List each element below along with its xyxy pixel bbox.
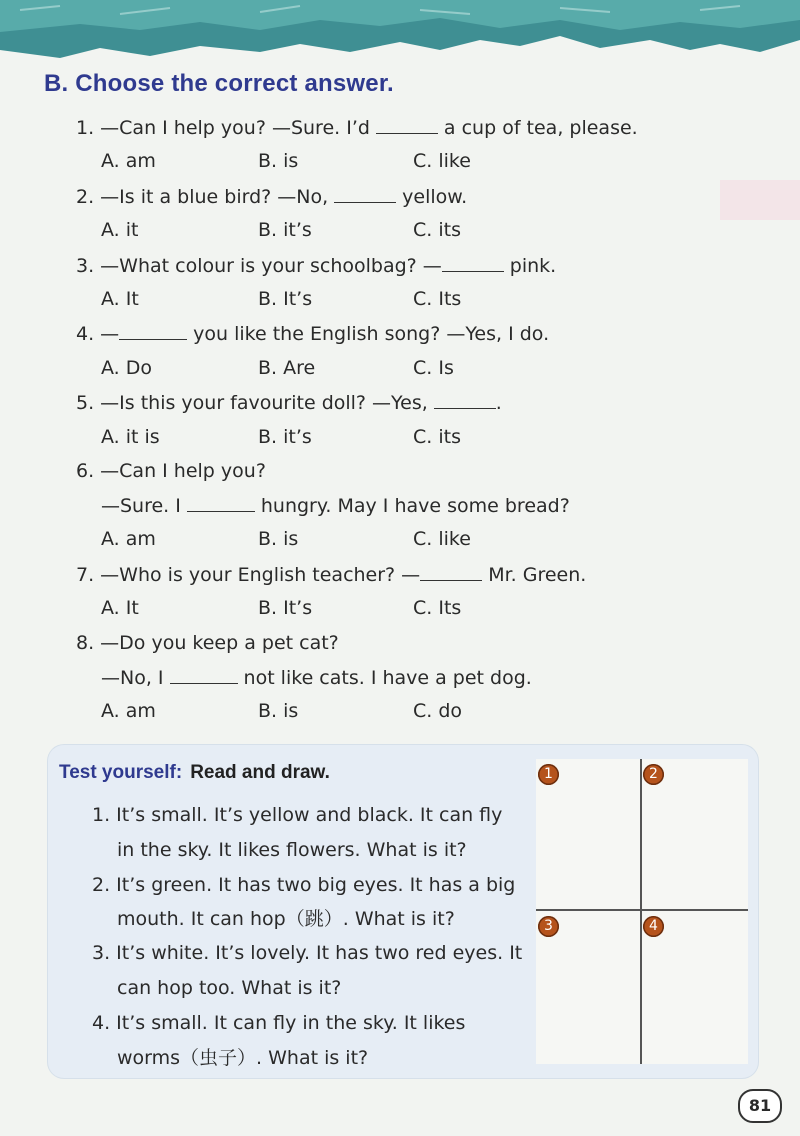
box-number-2: 2 <box>643 764 664 785</box>
answer-blank[interactable] <box>420 562 482 581</box>
question-text: pink. <box>509 255 557 277</box>
page-number: 81 <box>738 1089 782 1123</box>
question-2 <box>76 184 467 209</box>
option-b[interactable]: B. is <box>258 528 299 550</box>
test-item-4: 4. It’s small. It can fly in the sky. It likes <box>92 1012 466 1034</box>
test-item-3: 3. It’s white. It’s lovely. It has two red eyes. It <box>92 942 523 964</box>
option-c[interactable]: C. like <box>413 150 471 172</box>
answer-blank[interactable] <box>119 321 187 340</box>
answer-blank[interactable] <box>434 390 496 409</box>
question-text: 2. —Is it a blue bird? —No, <box>76 186 329 208</box>
option-a[interactable]: A. Do <box>101 357 152 379</box>
option-a[interactable]: A. am <box>101 528 156 550</box>
test-instruction: Read and draw. <box>190 762 330 783</box>
question-text: 4. — <box>76 323 120 345</box>
test-item-1-line-2: in the sky. It likes flowers. What is it? <box>117 839 467 861</box>
option-b[interactable]: B. it’s <box>258 426 312 448</box>
answer-blank[interactable] <box>376 115 438 134</box>
option-b[interactable]: B. It’s <box>258 288 313 310</box>
question-text: —Sure. I <box>101 495 181 517</box>
option-c[interactable]: C. do <box>413 700 463 722</box>
grid-divider-horizontal <box>536 909 748 911</box>
question-text: —No, I <box>101 667 164 689</box>
option-a[interactable]: A. am <box>101 700 156 722</box>
option-a[interactable]: A. It <box>101 597 139 619</box>
drawing-grid[interactable] <box>536 759 748 1064</box>
question-6-line-2 <box>101 493 570 518</box>
test-item-2-line-2: mouth. It can hop（跳）. What is it? <box>117 908 455 930</box>
question-text: 5. —Is this your favourite doll? —Yes, <box>76 392 428 414</box>
option-c[interactable]: C. Its <box>413 597 462 619</box>
question-4 <box>76 321 549 346</box>
answer-blank[interactable] <box>442 253 504 272</box>
test-item-4-line-2: worms（虫子）. What is it? <box>117 1047 369 1069</box>
section-title: B. Choose the correct answer. <box>44 70 394 97</box>
box-number-4: 4 <box>643 916 664 937</box>
question-text: you like the English song? —Yes, I do. <box>193 323 550 345</box>
question-8-line-2 <box>101 665 532 690</box>
answer-blank[interactable] <box>187 493 255 512</box>
question-text: Mr. Green. <box>488 564 587 586</box>
question-5 <box>76 390 502 415</box>
question-1 <box>76 115 638 140</box>
question-text: . <box>495 392 502 414</box>
box-number-3: 3 <box>538 916 559 937</box>
option-c[interactable]: C. like <box>413 528 471 550</box>
question-text: 6. —Can I help you? <box>76 460 266 482</box>
option-c[interactable]: C. its <box>413 219 461 241</box>
question-3 <box>76 253 556 278</box>
question-text: 1. —Can I help you? —Sure. I’d <box>76 117 370 139</box>
question-text: hungry. May I have some bread? <box>260 495 570 517</box>
answer-blank[interactable] <box>170 665 238 684</box>
test-item-1: 1. It’s small. It’s yellow and black. It can fly <box>92 804 503 826</box>
option-c[interactable]: C. its <box>413 426 461 448</box>
test-label: Test yourself: <box>59 762 183 783</box>
question-text: 8. —Do you keep a pet cat? <box>76 632 339 654</box>
question-6 <box>76 459 266 483</box>
faded-background-mark <box>720 180 800 220</box>
test-item-3-line-2: can hop too. What is it? <box>117 977 342 999</box>
option-a[interactable]: A. It <box>101 288 139 310</box>
option-c[interactable]: C. Is <box>413 357 454 379</box>
question-text: a cup of tea, please. <box>443 117 638 139</box>
option-b[interactable]: B. is <box>258 150 299 172</box>
option-b[interactable]: B. It’s <box>258 597 313 619</box>
question-text: 3. —What colour is your schoolbag? — <box>76 255 442 277</box>
option-a[interactable]: A. am <box>101 150 156 172</box>
box-number-1: 1 <box>538 764 559 785</box>
question-text: yellow. <box>402 186 468 208</box>
grid-divider-vertical <box>640 759 642 1064</box>
test-item-2: 2. It’s green. It has two big eyes. It has a big <box>92 874 516 896</box>
question-8 <box>76 631 339 655</box>
answer-blank[interactable] <box>334 184 396 203</box>
option-b[interactable]: B. it’s <box>258 219 312 241</box>
test-heading <box>59 762 330 784</box>
decorative-banner <box>0 0 800 70</box>
option-b[interactable]: B. is <box>258 700 299 722</box>
option-a[interactable]: A. it is <box>101 426 160 448</box>
option-c[interactable]: C. Its <box>413 288 462 310</box>
option-a[interactable]: A. it <box>101 219 139 241</box>
question-7 <box>76 562 586 587</box>
question-text: 7. —Who is your English teacher? — <box>76 564 421 586</box>
question-text: not like cats. I have a pet dog. <box>243 667 532 689</box>
option-b[interactable]: B. Are <box>258 357 316 379</box>
